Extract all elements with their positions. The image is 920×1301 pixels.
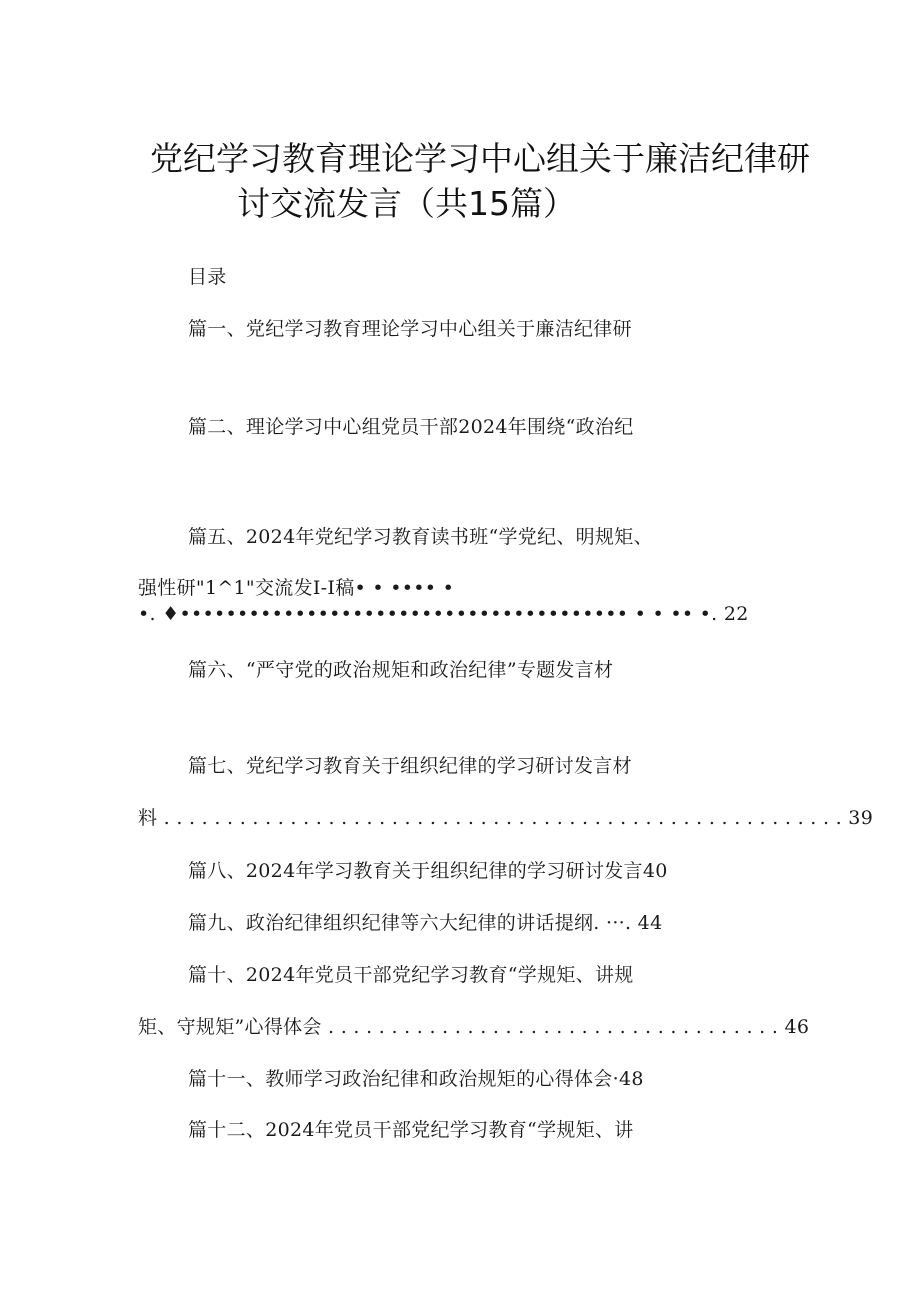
toc-entry[interactable]: 篇八、2024年学习教育关于组织纪律的学习研讨发言40	[188, 860, 668, 882]
toc-entry-continuation[interactable]: 强性研"1^1"交流发I-I稿• • •••• •	[138, 577, 455, 599]
toc-entry[interactable]: 篇十二、2024年党员干部党纪学习教育“学规矩、讲	[188, 1119, 634, 1141]
toc-entry[interactable]: 篇七、党纪学习教育关于组织纪律的学习研讨发言材	[188, 755, 632, 777]
toc-entry[interactable]: 篇五、2024年党纪学习教育读书班“学党纪、明规矩、	[188, 526, 653, 548]
toc-entry-leader-line[interactable]: 料 . . . . . . . . . . . . . . . . . . . . . . . . . . . . . . . . . . . . . . . . . . . . . . . . . . . . . . 39	[138, 807, 874, 829]
toc-entry[interactable]: 篇六、“严守党的政治规矩和政治纪律”专题发言材	[188, 659, 614, 681]
toc-entry-leader-line[interactable]: 矩、守规矩”心得体会 . . . . . . . . . . . . . . . . . . . . . . . . . . . . . . . . . . . . 46	[138, 1016, 810, 1038]
toc-heading: 目录	[188, 266, 227, 288]
toc-entry[interactable]: 篇二、理论学习中心组党员干部2024年围绕“政治纪	[188, 416, 634, 438]
document-title-line-1: 党纪学习教育理论学习中心组关于廉洁纪律研	[150, 139, 810, 178]
toc-entry[interactable]: 篇十、2024年党员干部党纪学习教育“学规矩、讲规	[188, 964, 634, 986]
toc-entry[interactable]: 篇九、政治纪律组织纪律等六大纪律的讲话提纲. ···. 44	[188, 912, 663, 934]
toc-entry-leader-line[interactable]: •. ♦••••••••••••••••••••••••••••••••••••••• • • •• •. 22	[138, 603, 749, 625]
toc-entry[interactable]: 篇十一、教师学习政治纪律和政治规矩的心得体会·48	[188, 1068, 644, 1090]
document-title-line-2: 讨交流发言（共15篇）	[237, 184, 576, 223]
toc-entry[interactable]: 篇一、党纪学习教育理论学习中心组关于廉洁纪律研	[188, 318, 632, 340]
